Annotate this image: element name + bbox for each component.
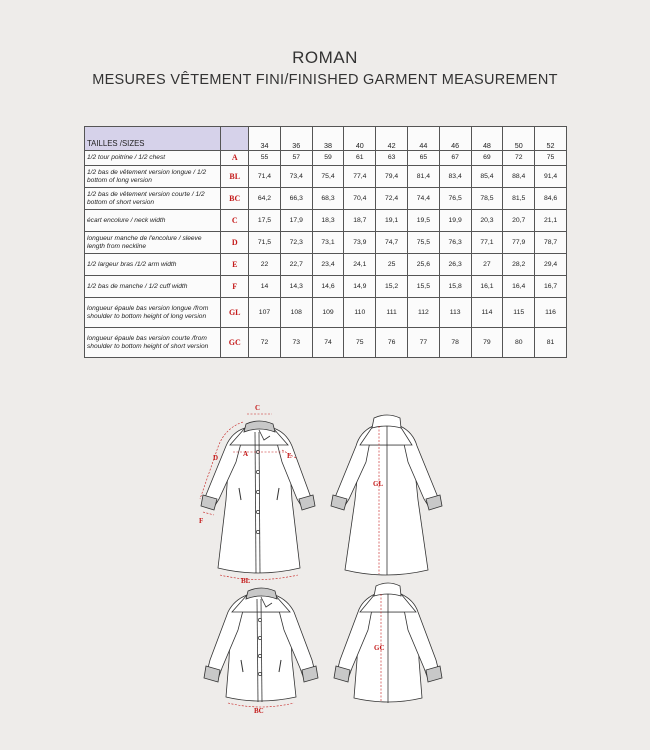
measurement-value: 64,2 <box>249 188 281 210</box>
measurement-value: 22 <box>249 254 281 276</box>
garment-drawings <box>0 390 650 750</box>
label-gc: GC <box>374 644 385 652</box>
measurement-value: 18,3 <box>312 210 344 232</box>
measurement-value: 27 <box>471 254 503 276</box>
measurement-description: longueur manche de l'encolure / sleeve length from neckline <box>85 232 221 254</box>
measurement-value: 76 <box>376 328 408 358</box>
measurement-value: 71,4 <box>249 166 281 188</box>
size-header-cell: 44 <box>407 127 439 151</box>
measurement-value: 61 <box>344 151 376 166</box>
measurement-value: 115 <box>503 298 535 328</box>
measurement-value: 55 <box>249 151 281 166</box>
measurement-value: 14,6 <box>312 276 344 298</box>
measurement-value: 75 <box>344 328 376 358</box>
page-subtitle: MESURES VÊTEMENT FINI/FINISHED GARMENT MEASUREMENT <box>92 72 558 88</box>
measurement-value: 69 <box>471 151 503 166</box>
size-header-cell: 34 <box>249 127 281 151</box>
measurement-value: 74,4 <box>407 188 439 210</box>
measurement-code: E <box>221 254 249 276</box>
measurement-value: 25,6 <box>407 254 439 276</box>
measurement-value: 72,4 <box>376 188 408 210</box>
table-row <box>85 276 567 298</box>
measurement-value: 23,4 <box>312 254 344 276</box>
measurement-value: 110 <box>344 298 376 328</box>
short-coat-front <box>204 588 318 702</box>
size-header-cell: 36 <box>280 127 312 151</box>
table-row <box>85 210 567 232</box>
measurement-value: 73,4 <box>280 166 312 188</box>
table-row <box>85 232 567 254</box>
measurement-value: 73,1 <box>312 232 344 254</box>
measurement-value: 78 <box>439 328 471 358</box>
measurement-value: 71,5 <box>249 232 281 254</box>
measurement-value: 77,4 <box>344 166 376 188</box>
measurement-value: 108 <box>280 298 312 328</box>
label-gl: GL <box>373 480 384 488</box>
size-header-cell: 48 <box>471 127 503 151</box>
page-title: ROMAN <box>292 48 358 67</box>
measurement-description: longueur épaule bas version longue /from shoulder to bottom height of long version <box>85 298 221 328</box>
measurement-value: 107 <box>249 298 281 328</box>
measurement-code: GL <box>221 298 249 328</box>
measurement-value: 79 <box>471 328 503 358</box>
measurement-value: 81,4 <box>407 166 439 188</box>
measurement-value: 24,1 <box>344 254 376 276</box>
measurement-value: 76,3 <box>439 232 471 254</box>
measurement-value: 78,7 <box>535 232 567 254</box>
measurement-code: D <box>221 232 249 254</box>
measurement-value: 72 <box>249 328 281 358</box>
measurement-value: 66,3 <box>280 188 312 210</box>
measurement-value: 84,6 <box>535 188 567 210</box>
measurement-value: 111 <box>376 298 408 328</box>
measurement-value: 77 <box>407 328 439 358</box>
measurement-value: 80 <box>503 328 535 358</box>
table-row <box>85 188 567 210</box>
measurement-value: 19,9 <box>439 210 471 232</box>
measurement-value: 19,5 <box>407 210 439 232</box>
measurement-value: 16,1 <box>471 276 503 298</box>
measurement-value: 57 <box>280 151 312 166</box>
measurement-description: écart encolure / neck width <box>85 210 221 232</box>
size-header-cell: 46 <box>439 127 471 151</box>
measurement-value: 26,3 <box>439 254 471 276</box>
measurement-value: 16,7 <box>535 276 567 298</box>
measurement-code: BL <box>221 166 249 188</box>
measurement-value: 114 <box>471 298 503 328</box>
label-bc: BC <box>254 707 264 715</box>
measurement-value: 16,4 <box>503 276 535 298</box>
measurement-value: 77,1 <box>471 232 503 254</box>
measurement-value: 113 <box>439 298 471 328</box>
measurement-value: 83,4 <box>439 166 471 188</box>
label-e: E <box>287 452 292 460</box>
measurement-value: 17,9 <box>280 210 312 232</box>
measurement-value: 72 <box>503 151 535 166</box>
measurement-code: BC <box>221 188 249 210</box>
long-coat-front <box>201 421 315 573</box>
measurement-value: 22,7 <box>280 254 312 276</box>
measurement-value: 65 <box>407 151 439 166</box>
measurement-code: GC <box>221 328 249 358</box>
measurement-value: 25 <box>376 254 408 276</box>
label-f: F <box>199 517 204 525</box>
measurement-value: 18,7 <box>344 210 376 232</box>
measurement-value: 20,3 <box>471 210 503 232</box>
measurement-value: 79,4 <box>376 166 408 188</box>
size-header-cell: 42 <box>376 127 408 151</box>
measurement-value: 67 <box>439 151 471 166</box>
measurement-value: 63 <box>376 151 408 166</box>
measurement-value: 75,5 <box>407 232 439 254</box>
short-coat-back <box>334 583 442 703</box>
header-blank-cell <box>221 127 249 151</box>
measurement-value: 73,9 <box>344 232 376 254</box>
size-header-cell: 38 <box>312 127 344 151</box>
measurement-code: C <box>221 210 249 232</box>
measurement-value: 81 <box>535 328 567 358</box>
measurement-value: 19,1 <box>376 210 408 232</box>
measurement-value: 88,4 <box>503 166 535 188</box>
measurement-value: 78,5 <box>471 188 503 210</box>
label-a: A <box>243 450 249 458</box>
table-header-row <box>85 127 567 151</box>
measurement-value: 17,5 <box>249 210 281 232</box>
long-coat-back <box>331 415 442 575</box>
table-row <box>85 151 567 166</box>
measurement-description: 1/2 bas de vêtement version courte / 1/2 bottom of short version <box>85 188 221 210</box>
size-table <box>84 126 567 358</box>
measurement-code: A <box>221 151 249 166</box>
table-row <box>85 254 567 276</box>
label-d: D <box>213 454 219 462</box>
size-header-cell: 52 <box>535 127 567 151</box>
measurement-value: 76,5 <box>439 188 471 210</box>
measurement-value: 75 <box>535 151 567 166</box>
measurement-value: 15,8 <box>439 276 471 298</box>
measurement-value: 112 <box>407 298 439 328</box>
table-row <box>85 298 567 328</box>
measurement-value: 77,9 <box>503 232 535 254</box>
measurement-value: 72,3 <box>280 232 312 254</box>
measurement-description: longueur épaule bas version courte /from shoulder to bottom height of short version <box>85 328 221 358</box>
measurement-value: 28,2 <box>503 254 535 276</box>
measurement-value: 74 <box>312 328 344 358</box>
measurement-value: 73 <box>280 328 312 358</box>
size-header-cell: 50 <box>503 127 535 151</box>
measurement-value: 116 <box>535 298 567 328</box>
measurement-description: 1/2 bas de vêtement version longue / 1/2 bottom of long version <box>85 166 221 188</box>
measurement-value: 59 <box>312 151 344 166</box>
measurement-description: 1/2 largeur bras /1/2 arm width <box>85 254 221 276</box>
measurement-value: 68,3 <box>312 188 344 210</box>
measurement-value: 81,5 <box>503 188 535 210</box>
measurement-value: 75,4 <box>312 166 344 188</box>
measurement-value: 14 <box>249 276 281 298</box>
measurement-value: 14,9 <box>344 276 376 298</box>
measurement-code: F <box>221 276 249 298</box>
measurement-value: 74,7 <box>376 232 408 254</box>
measurement-value: 85,4 <box>471 166 503 188</box>
measurement-value: 91,4 <box>535 166 567 188</box>
measurement-description: 1/2 tour poitrine / 1/2 chest <box>85 151 221 166</box>
measurement-description: 1/2 bas de manche / 1/2 cuff width <box>85 276 221 298</box>
measurement-value: 70,4 <box>344 188 376 210</box>
label-c: C <box>255 404 261 412</box>
sizes-header-label: TAILLES /SIZES <box>85 127 221 151</box>
measurement-value: 109 <box>312 298 344 328</box>
table-row <box>85 166 567 188</box>
measurement-value: 15,2 <box>376 276 408 298</box>
size-header-cell: 40 <box>344 127 376 151</box>
measurement-value: 21,1 <box>535 210 567 232</box>
measurement-value: 29,4 <box>535 254 567 276</box>
table-row <box>85 328 567 358</box>
label-bl: BL <box>241 577 251 585</box>
measurement-value: 14,3 <box>280 276 312 298</box>
measurement-value: 15,5 <box>407 276 439 298</box>
measurement-value: 20,7 <box>503 210 535 232</box>
